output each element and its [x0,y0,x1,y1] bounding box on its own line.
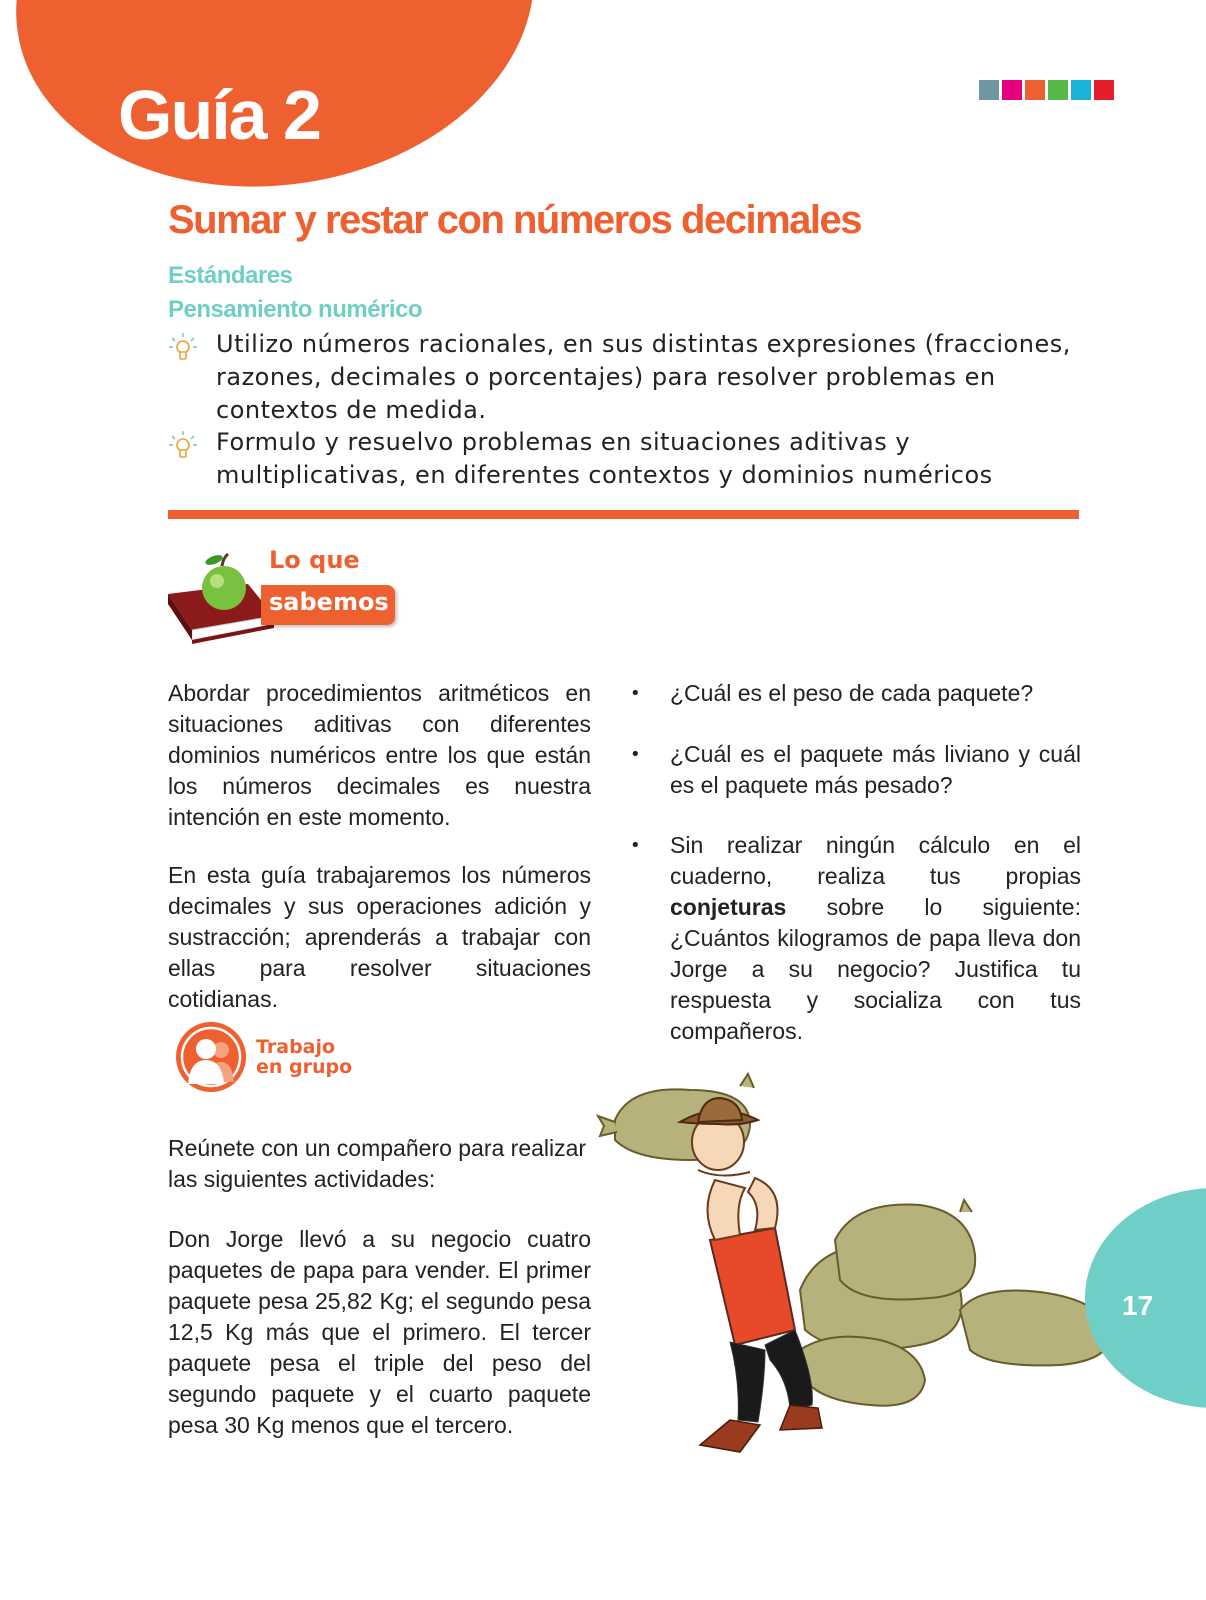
trabajo-en-grupo-label: Trabajo [256,1036,336,1058]
standard-text: Utilizo números racionales, en sus distintas expresiones (fracciones, razones, decimales o porcentajes) para resolver problemas en contextos de medida. [216,330,1071,424]
section-divider [168,510,1079,519]
keyword-conjeturas: conjeturas [670,894,787,920]
question-item [630,739,1081,801]
question-item [630,830,1081,1047]
question-text-part: sobre lo siguiente: ¿Cuántos kilogramos de papa lleva don Jorge a su negocio? Justifica tu respuesta y socializa con tus compañeros. [670,894,1081,1044]
standard-item [168,328,1078,427]
lightbulb-icon [168,426,216,492]
standards-subheading: Pensamiento numérico [168,296,423,323]
intro-paragraph: En esta guía trabajaremos los números decimales y sus operaciones adición y sustracción; aprenderás a trabajar con ellas para resolver situaciones cotidianas. [168,862,591,1012]
page-title: Sumar y restar con números decimales [168,198,861,242]
standard-item [168,426,1078,492]
standards-heading: Estándares [168,262,293,289]
question-text: ¿Cuál es el peso de cada paquete? [670,680,1034,706]
intro-paragraph: Abordar procedimientos aritméticos en situaciones aditivas con diferentes dominios numéricos entre los que están los números decimales es nuestra intención en este momento. [168,680,591,830]
page-number: 17 [1122,1290,1154,1321]
standard-text: Formulo y resuelvo problemas en situaciones aditivas y multiplicativas, en diferentes contextos y dominios numéricos [216,428,993,489]
trabajo-en-grupo-label: en grupo [256,1056,353,1078]
man-carrying-sacks-illustration [590,1060,1150,1480]
color-swatch [1002,80,1022,100]
activity-intro: Reúnete con un compañero para realizar las siguientes actividades: [168,1135,587,1192]
group-people-icon [174,1020,248,1094]
lo-que-sabemos-label: Lo que [269,546,360,574]
lightbulb-icon [168,328,216,427]
bullet: • [630,683,641,704]
question-text [670,830,1081,1047]
color-swatch [1048,80,1068,100]
color-swatch [1094,80,1114,100]
color-swatch [1025,80,1045,100]
lo-que-sabemos-label: sabemos [269,588,389,616]
question-text: ¿Cuál es el paquete más liviano y cuál es el paquete más pesado? [670,741,1081,798]
color-swatches [979,80,1114,100]
question-text-part: Sin realizar ningún cálculo en el cuaderno, realiza tus propias [670,832,1081,889]
color-swatch [979,80,999,100]
bullet: • [630,835,641,856]
bullet: • [630,744,641,765]
problem-statement: Don Jorge llevó a su negocio cuatro paquetes de papa para vender. El primer paquete pesa 25,82 Kg; el segundo pesa 12,5 Kg más que el primero. El tercer paquete pesa el triple del peso del segundo paquete y el cuarto paquete pesa 30 Kg menos que el tercero. [168,1226,591,1438]
color-swatch [1071,80,1091,100]
guide-title: Guía 2 [118,76,320,154]
question-item [630,678,1081,709]
